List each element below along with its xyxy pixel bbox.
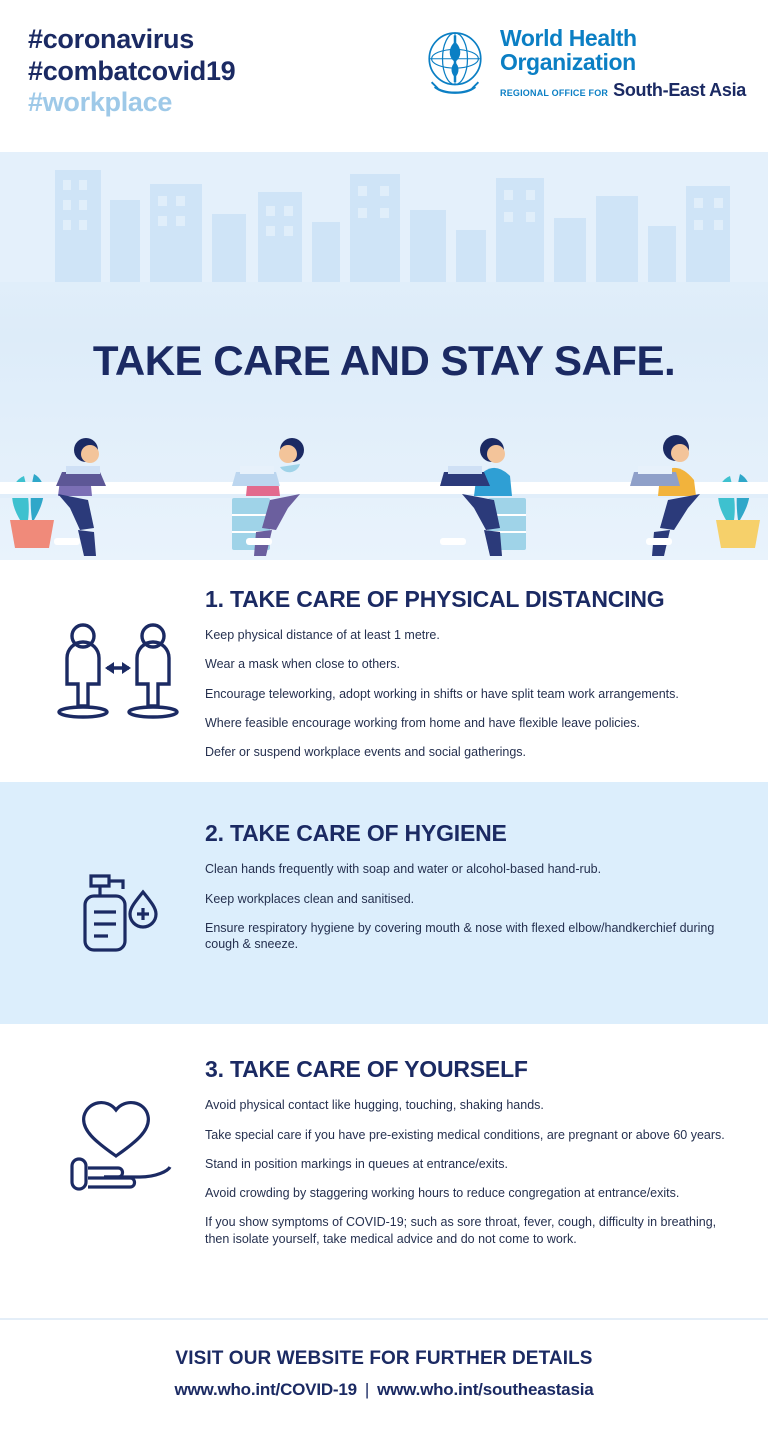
list-item: Avoid crowding by staggering working hours to reduce congregation at entrance/exits.: [205, 1186, 680, 1200]
hashtag-combatcovid19: #combatcovid19: [28, 55, 236, 86]
section-2-list: [205, 861, 738, 952]
who-emblem-icon: [416, 26, 494, 104]
footer-separator: |: [364, 1380, 370, 1399]
section-physical-distancing: [0, 560, 768, 782]
list-item: Avoid physical contact like hugging, touching, shaking hands.: [205, 1098, 544, 1113]
footer-link-covid19[interactable]: www.who.int/COVID-19: [174, 1380, 357, 1399]
city-skyline-illustration: [0, 152, 768, 282]
section-2-title: 2. TAKE CARE OF HYGIENE: [205, 820, 507, 847]
who-regional-label: REGIONAL OFFICE FOR: [500, 88, 609, 99]
who-region-name: South-East Asia: [613, 80, 746, 101]
list-item: Defer or suspend workplace events and social gatherings.: [205, 745, 527, 759]
hashtag-coronavirus: #coronavirus: [28, 24, 194, 54]
who-org-line2: Organization: [500, 49, 636, 76]
poster-header: [0, 0, 768, 152]
office-desk-illustration: [0, 420, 768, 560]
list-item: Take special care if you have pre-existing medical conditions, are pregnant or above 60 years.: [205, 1127, 725, 1142]
poster-footer: [0, 1318, 768, 1440]
hashtag-workplace: #workplace: [28, 87, 173, 118]
list-item: If you show symptoms of COVID-19; such as sore throat, fever, cough, difficulty in breathing, then isolate yourself, take medical advice and do not come to work.: [205, 1215, 717, 1246]
who-logo: [416, 26, 746, 104]
section-1-title: 1. TAKE CARE OF PHYSICAL DISTANCING: [205, 586, 665, 612]
section-3-list: [205, 1097, 738, 1247]
section-3-icon-wrap: [30, 1056, 205, 1247]
section-3-title: 3. TAKE CARE OF YOURSELF: [205, 1056, 528, 1083]
who-org-line1: World Health: [500, 25, 637, 51]
section-1-icon-wrap: [30, 586, 205, 760]
who-logo-text: [500, 26, 746, 101]
sanitiser-bottle-icon: [63, 854, 173, 964]
list-item: Wear a mask when close to others.: [205, 657, 400, 672]
footer-link-southeastasia[interactable]: www.who.int/southeastasia: [377, 1380, 594, 1399]
list-item: Keep workplaces clean and sanitised.: [205, 891, 415, 906]
list-item: Encourage teleworking, adopt working in shifts or have split team work arrangements.: [205, 686, 679, 701]
footer-title: VISIT OUR WEBSITE FOR FURTHER DETAILS: [175, 1348, 593, 1369]
hero-section: [0, 152, 768, 560]
two-people-distance-icon: [55, 620, 181, 725]
list-item: Keep physical distance of at least 1 metre.: [205, 628, 440, 642]
list-item: Stand in position markings in queues at entrance/exits.: [205, 1156, 508, 1171]
section-hygiene: [0, 782, 768, 1024]
heart-in-hand-icon: [58, 1090, 178, 1200]
footer-links: [0, 1380, 768, 1400]
page-title: TAKE CARE AND STAY SAFE.: [92, 337, 676, 384]
section-take-care-yourself: [0, 1024, 768, 1269]
list-item: Where feasible encourage working from home and have flexible leave policies.: [205, 715, 640, 730]
section-2-icon-wrap: [30, 820, 205, 964]
list-item: Ensure respiratory hygiene by covering mouth & nose with flexed elbow/handkerchief during cough & sneeze.: [205, 920, 715, 951]
list-item: Clean hands frequently with soap and water or alcohol-based hand-rub.: [205, 862, 602, 877]
section-1-list: [205, 627, 738, 760]
